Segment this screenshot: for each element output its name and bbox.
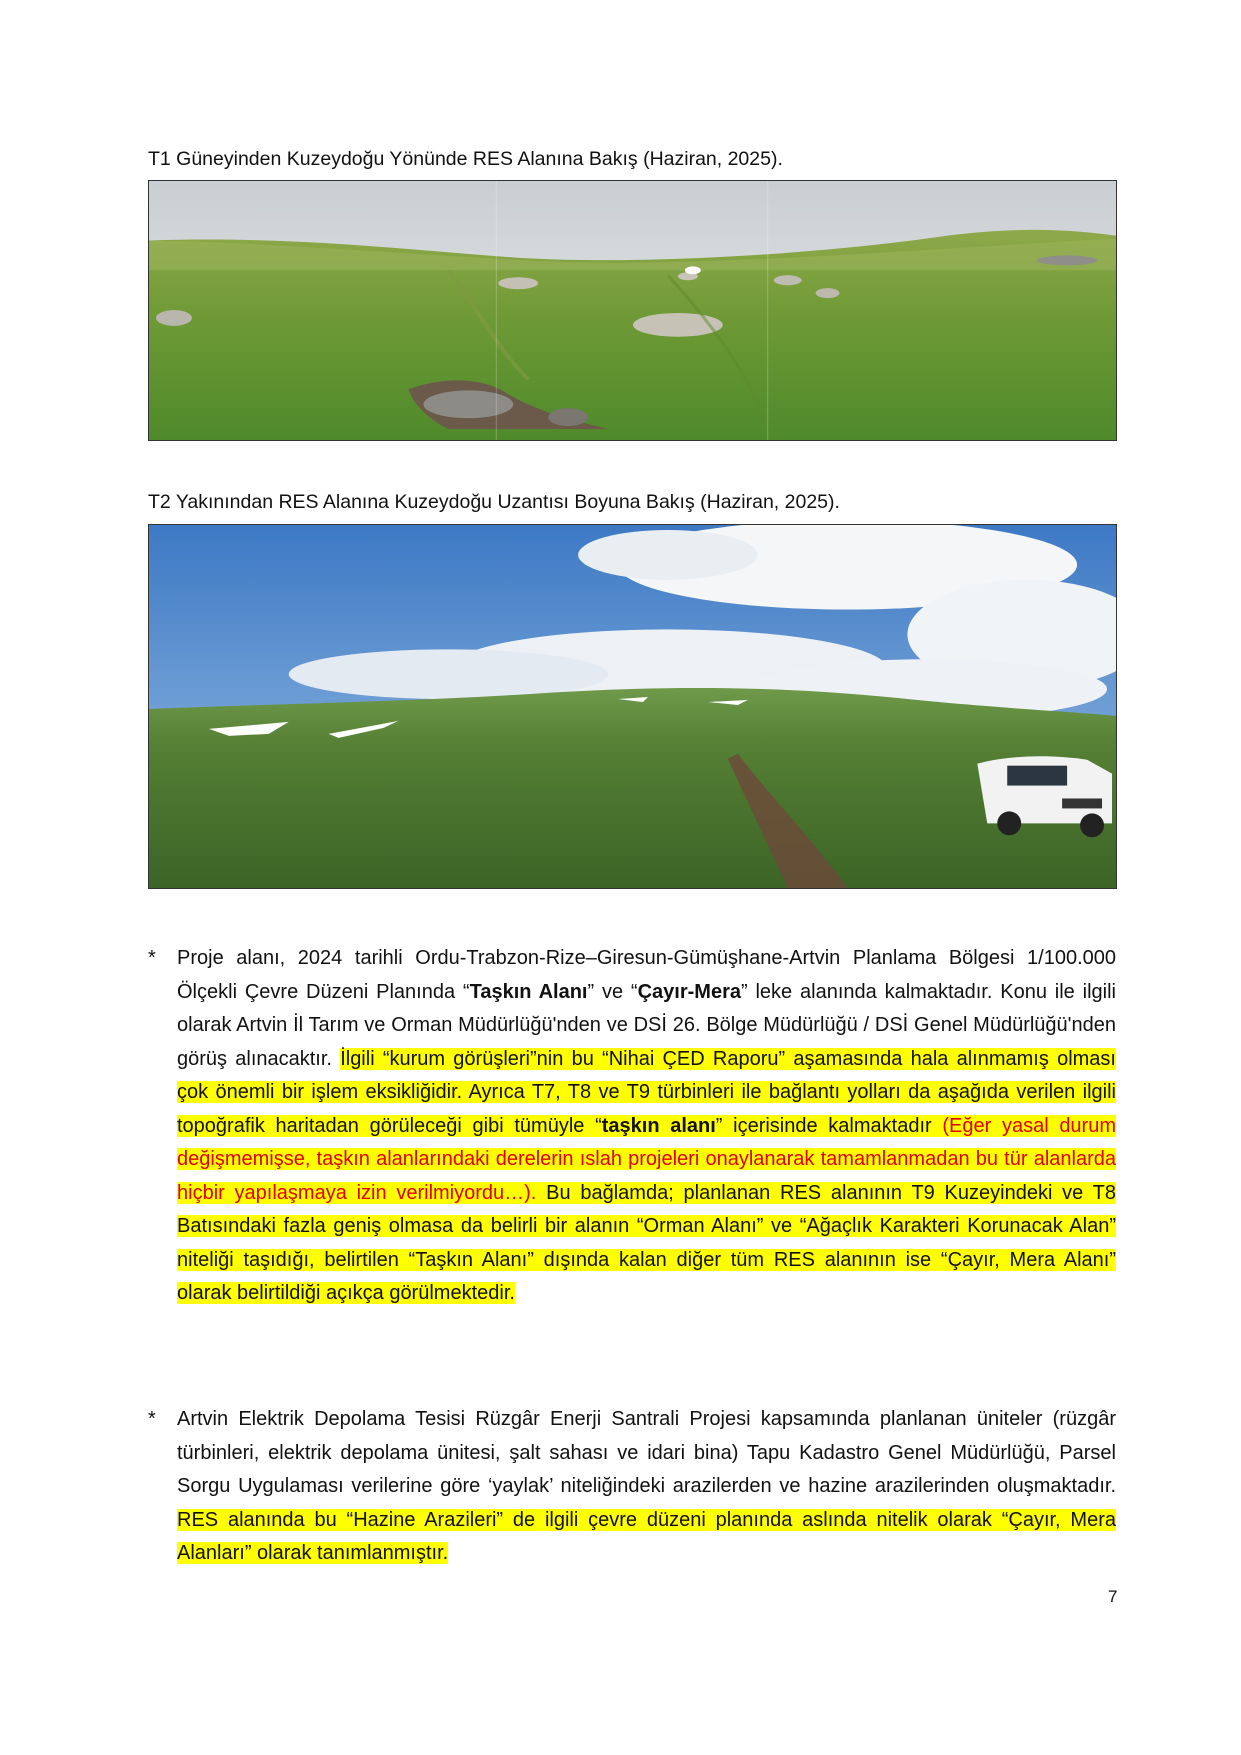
- photo-caption-2: T2 Yakınından RES Alanına Kuzeydoğu Uzantısı Boyuna Bakış (Haziran, 2025).: [148, 491, 840, 513]
- bullet-marker: *: [148, 947, 156, 969]
- page-number: 7: [1108, 1587, 1118, 1606]
- highlighted-text: RES alanında bu “Hazine Arazileri” de ilgili çevre düzeni planında aslında nitelik olarak “Çayır, Mera Alanları” olarak tanımlanmıştır.: [177, 1508, 1116, 1564]
- paragraph-2: * Artvin Elektrik Depolama Tesisi Rüzgâr Enerji Santrali Projesi kapsamında planlanan üniteler (rüzgâr türbinleri, elektrik depolama ünitesi, şalt sahası ve idari bina) Tapu Kadastro Genel Müdürlüğü, Parsel Sorgu Uygulaması verilerine göre ‘yaylak’ niteliğindeki arazilerden ve hazine arazilerinden oluşmaktadır. RES alanında bu “Hazine Arazileri” de ilgili çevre düzeni planında aslında nitelik olarak “Çayır, Mera Alanları” olarak tanımlanmıştır.: [148, 1403, 1116, 1571]
- landscape-photo-1: [148, 180, 1117, 441]
- photo-caption-1: T1 Güneyinden Kuzeydoğu Yönünde RES Alanına Bakış (Haziran, 2025).: [148, 148, 783, 170]
- highlighted-text: İlgili “kurum görüşleri”nin bu “Nihai ÇED Raporu” aşamasında hala alınmamış olması çok önemli bir işlem eksikliğidir. Ayrıca T7, T8 ve T9 türbinleri ile bağlantı yolları da aşağıda verilen ilgili topoğrafik haritadan görüleceği gibi tümüyle “taşkın alanı” içerisinde kalmaktadır (Eğer yasal durum değişmemişse, taşkın alanlarındaki derelerin ıslah projeleri onaylanarak tamamlanmadan bu tür alanlarda hiçbir yapılaşmaya izin verilmiyordu…). Bu bağlamda; planlanan RES alanının T9 Kuzeyindeki ve T8 Batısındaki fazla geniş olmasa da belirli bir alanın “Orman Alanı” ve “Ağaçlık Karakteri Korunacak Alan” niteliği taşıdığı, belirtilen “Taşkın Alanı” dışında kalan diğer tüm RES alanının ise “Çayır, Mera Alanı” olarak belirtildiği açıkça görülmektedir.: [177, 1047, 1117, 1304]
- red-text: (Eğer yasal durum değişmemişse, taşkın alanlarındaki derelerin ıslah projeleri onaylanarak tamamlanmadan bu tür alanlarda hiçbir yapılaşmaya izin verilmiyordu…).: [177, 1114, 1117, 1204]
- landscape-photo-2: [148, 524, 1117, 889]
- bullet-marker: *: [148, 1408, 156, 1430]
- paragraph-1: * Proje alanı, 2024 tarihli Ordu-Trabzon-Rize–Giresun-Gümüşhane-Artvin Planlama Bölgesi 1/100.000 Ölçekli Çevre Düzeni Planında “Taşkın Alanı” ve “Çayır-Mera” leke alanında kalmaktadır. Konu ile ilgili olarak Artvin İl Tarım ve Orman Müdürlüğü'nden ve DSİ 26. Bölge Müdürlüğü / DSİ Genel Müdürlüğü'nden görüş alınacaktır. İlgili “kurum görüşleri”nin bu “Nihai ÇED Raporu” aşamasında hala alınmamış olması çok önemli bir işlem eksikliğidir. Ayrıca T7, T8 ve T9 türbinleri ile bağlantı yolları da aşağıda verilen ilgili topoğrafik haritadan görüleceği gibi tümüyle “taşkın alanı” içerisinde kalmaktadır (Eğer yasal durum değişmemişse, taşkın alanlarındaki derelerin ıslah projeleri onaylanarak tamamlanmadan bu tür alanlarda hiçbir yapılaşmaya izin verilmiyordu…). Bu bağlamda; planlanan RES alanının T9 Kuzeyindeki ve T8 Batısındaki fazla geniş olmasa da belirli bir alanın “Orman Alanı” ve “Ağaçlık Karakteri Korunacak Alan” niteliği taşıdığı, belirtilen “Taşkın Alanı” dışında kalan diğer tüm RES alanının ise “Çayır, Mera Alanı” olarak belirtildiği açıkça görülmektedir.: [148, 942, 1116, 1311]
